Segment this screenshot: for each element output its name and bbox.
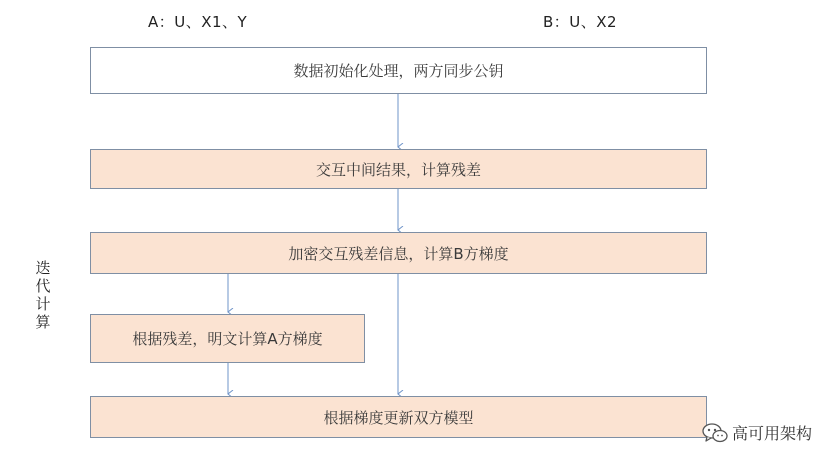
step-exchange-label: 交互中间结果，计算残差 bbox=[315, 160, 481, 179]
party-a-label: A：U、X1、Y bbox=[148, 13, 248, 31]
step-init bbox=[90, 47, 707, 94]
step-encrypt bbox=[90, 232, 707, 274]
wechat-icon bbox=[702, 422, 728, 444]
party-b-label: B：U、X2 bbox=[543, 13, 618, 31]
watermark bbox=[702, 421, 812, 444]
step-a-gradient bbox=[90, 314, 365, 363]
step-update-label: 根据梯度更新双方模型 bbox=[323, 408, 474, 427]
step-exchange bbox=[90, 149, 707, 189]
step-update bbox=[90, 396, 707, 438]
step-encrypt-label: 加密交互残差信息，计算B方梯度 bbox=[288, 244, 509, 263]
step-a-gradient-label: 根据残差，明文计算A方梯度 bbox=[132, 330, 323, 348]
watermark-text: 高可用架构 bbox=[731, 424, 812, 443]
step-init-label: 数据初始化处理，两方同步公钥 bbox=[293, 62, 504, 80]
iteration-label: 迭 代 计 算 bbox=[35, 259, 51, 331]
